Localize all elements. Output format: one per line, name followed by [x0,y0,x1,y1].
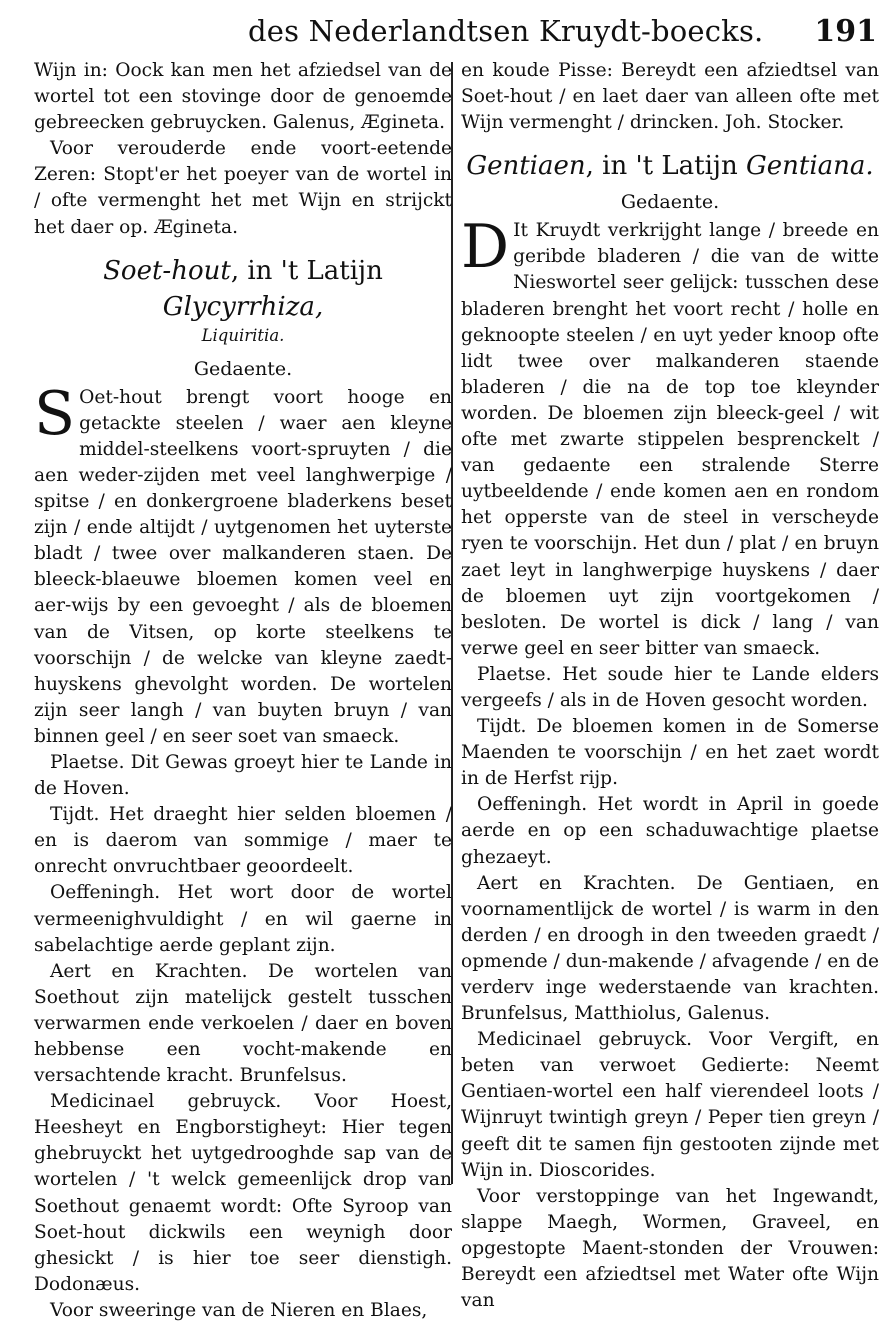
paragraph-oeffeningh: Oeffeningh. Het wordt in April in goede aerde en op een schaduwachtige plaetse ghezaeyt. [461,794,879,868]
page-number: 191 [814,14,877,49]
right-column [461,58,879,1314]
section-label-gedaente: Gedaente. [620,191,720,214]
section-label-gedaente: Gedaente. [193,357,293,380]
paragraph-plaetse: Plaetse. Het soude hier te Lande elders vergeefs / als in de Hoven gesocht worden. [461,663,879,711]
heading-gentiaen-latin: Gentiana. [745,151,874,182]
heading-soethout-name: Soet-hout [103,255,231,286]
paragraph-aert-en-krachten: Aert en Krachten. De Gentiaen, en voornamentlijck de wortel / is warm in den derden / en droogh in den tweeden graedt / opmende / dun-makende / afvagende / en de verderv inge wederstaende van krachten. Brunfelsus, Matthiolus, Galenus. [461,872,880,1025]
paragraph-medicinael-gebruyck: Medicinael gebruyck. Voor Hoest, Heesheyt en Engborstigheyt: Hier tegen ghebruyckt het uytgedrooghde sap van de wortelen / 't welck gemeenlijck drop van Soethout genaemt wordt: Ofte Syroop van Soet-hout dickwils een weynigh door ghesickt / is hier toe seer dienstigh. Dodonæus. [34,1091,452,1295]
paragraph-medicinael-gebruyck: Medicinael gebruyck. Voor Vergift, en beten van verwoet Gedierte: Neemt Gentiaen-wortel een half vierendeel loots / Wijnruyt twintigh greyn / Peper tien greyn / geeft dit te samen fijn gestooten zijnde met Wijn in. Dioscorides. [461,1029,879,1181]
heading-soethout-latin: Glycyrrhiza, [162,291,324,322]
paragraph-sweeringe: Voor sweeringe van de Nieren en Blaes, [50,1299,428,1321]
heading-gentiaen [461,148,879,184]
running-title: des Nederlandtsen Kruydt-boecks. [248,14,764,48]
dropcap: S [34,378,76,449]
paragraph-continued: en koude Pisse: Bereydt een afziedtsel van Soet-hout / en laet daer van alleen ofte met Wijn vermenght / drincken. Joh. Stocker. [461,60,879,134]
dropcap: D [461,212,510,283]
paragraph-verstoppinge: Voor verstoppinge van het Ingewandt, slappe Maegh, Wormen, Graveel, en opgestopte Maent-stonden der Vrouwen: Bereydt een afziedtsel met Water ofte Wijn van [461,1185,879,1312]
left-column [34,58,452,1324]
heading-gentiaen-connector: , in 't Latijn [585,151,738,182]
paragraph-gedaente-text: Oet-hout brengt voort hooge en getackte steelen / waer aen kleyne middel-steelkens voort-spruyten / die aen weder-zijden met veel langhwerpige / spitse / en donkergroene bladerkens beset zijn / ende altijdt / uytgenomen het uyterste bladt / twee over malkanderen staen. De bleeck-blaeuwe bloemen komen veel en aer-wijs by een gevoeght / als de bloemen van de Vitsen, op korte steelkens te voorschijn / de welcke van kleyne zaedt-huyskens ghevolght worden. De wortelen zijn seer langh / van buyten bruyn / van binnen geel / en seer soet van smaeck. [34,386,452,747]
paragraph-verouderde-zeren: Voor verouderde ende voort-eetende Zeren: Stopt'er het poeyer van de wortel in / ofte vermenght het met Wijn en strijckt het daer op. Ægineta. [34,138,452,238]
paragraph-gedaente-text: It Kruydt verkrijght lange / breede en geribde bladeren / die van de witte Nieswortel seer gelijck: tusschen dese bladeren brenght het voort recht / holle en geknoopte steelen / en uyt yeder knoop ofte lidt twee over malkanderen staende bladeren / die na de top toe kleynder worden. De bloemen zijn bleeck-geel / wit ofte met zwarte stippelen besprenckelt / van gedaente een stralende Sterre uytbeeldende / ende komen aen en rondom het opperste van de steel in verscheyde ryen te voorschijn. Het dun / plat / en bruyn zaet leyt in langhwerpige huyskens / daer de bloemen uyt zijn voortgekomen / besloten. De wortel is dick / lang / van verwe geel en seer bitter van smaeck. [461,220,879,659]
subheading-liquiritia: Liquiritia. [201,325,285,345]
paragraph-gedaente [461,212,879,662]
running-head [0,14,895,54]
paragraph-plaetse: Plaetse. Dit Gewas groeyt hier te Lande in de Hoven. [34,751,452,800]
paragraph-gedaente [34,378,452,750]
heading-soethout-connector: , in 't Latijn [230,255,383,286]
heading-gentiaen-name: Gentiaen [466,151,586,182]
heading-soethout [34,253,452,325]
paragraph-tijdt: Tijdt. De bloemen komen in de Somerse Maenden te voorschijn / en het zaet wordt in de Herfst rijp. [461,716,879,790]
paragraph-oeffeningh: Oeffeningh. Het wort door de wortel vermeenighvuldight / en wil gaerne in sabelachtige aerde geplant zijn. [34,882,452,956]
paragraph-continued: Wijn in: Oock kan men het afziedsel van de wortel tot een stovinge door de genoemde gebreecken gebruycken. Galenus, Ægineta. [34,60,452,134]
paragraph-aert-en-krachten: Aert en Krachten. De wortelen van Soethout zijn matelijck gestelt tusschen verwarmen ende verkoelen / daer en boven hebbense een vocht-makende en versachtende kracht. Brunfelsus. [34,960,452,1087]
paragraph-tijdt: Tijdt. Het draeght hier selden bloemen / en is daerom van sommige / maer te onrecht onvruchtbaer geoordeelt. [34,804,452,878]
